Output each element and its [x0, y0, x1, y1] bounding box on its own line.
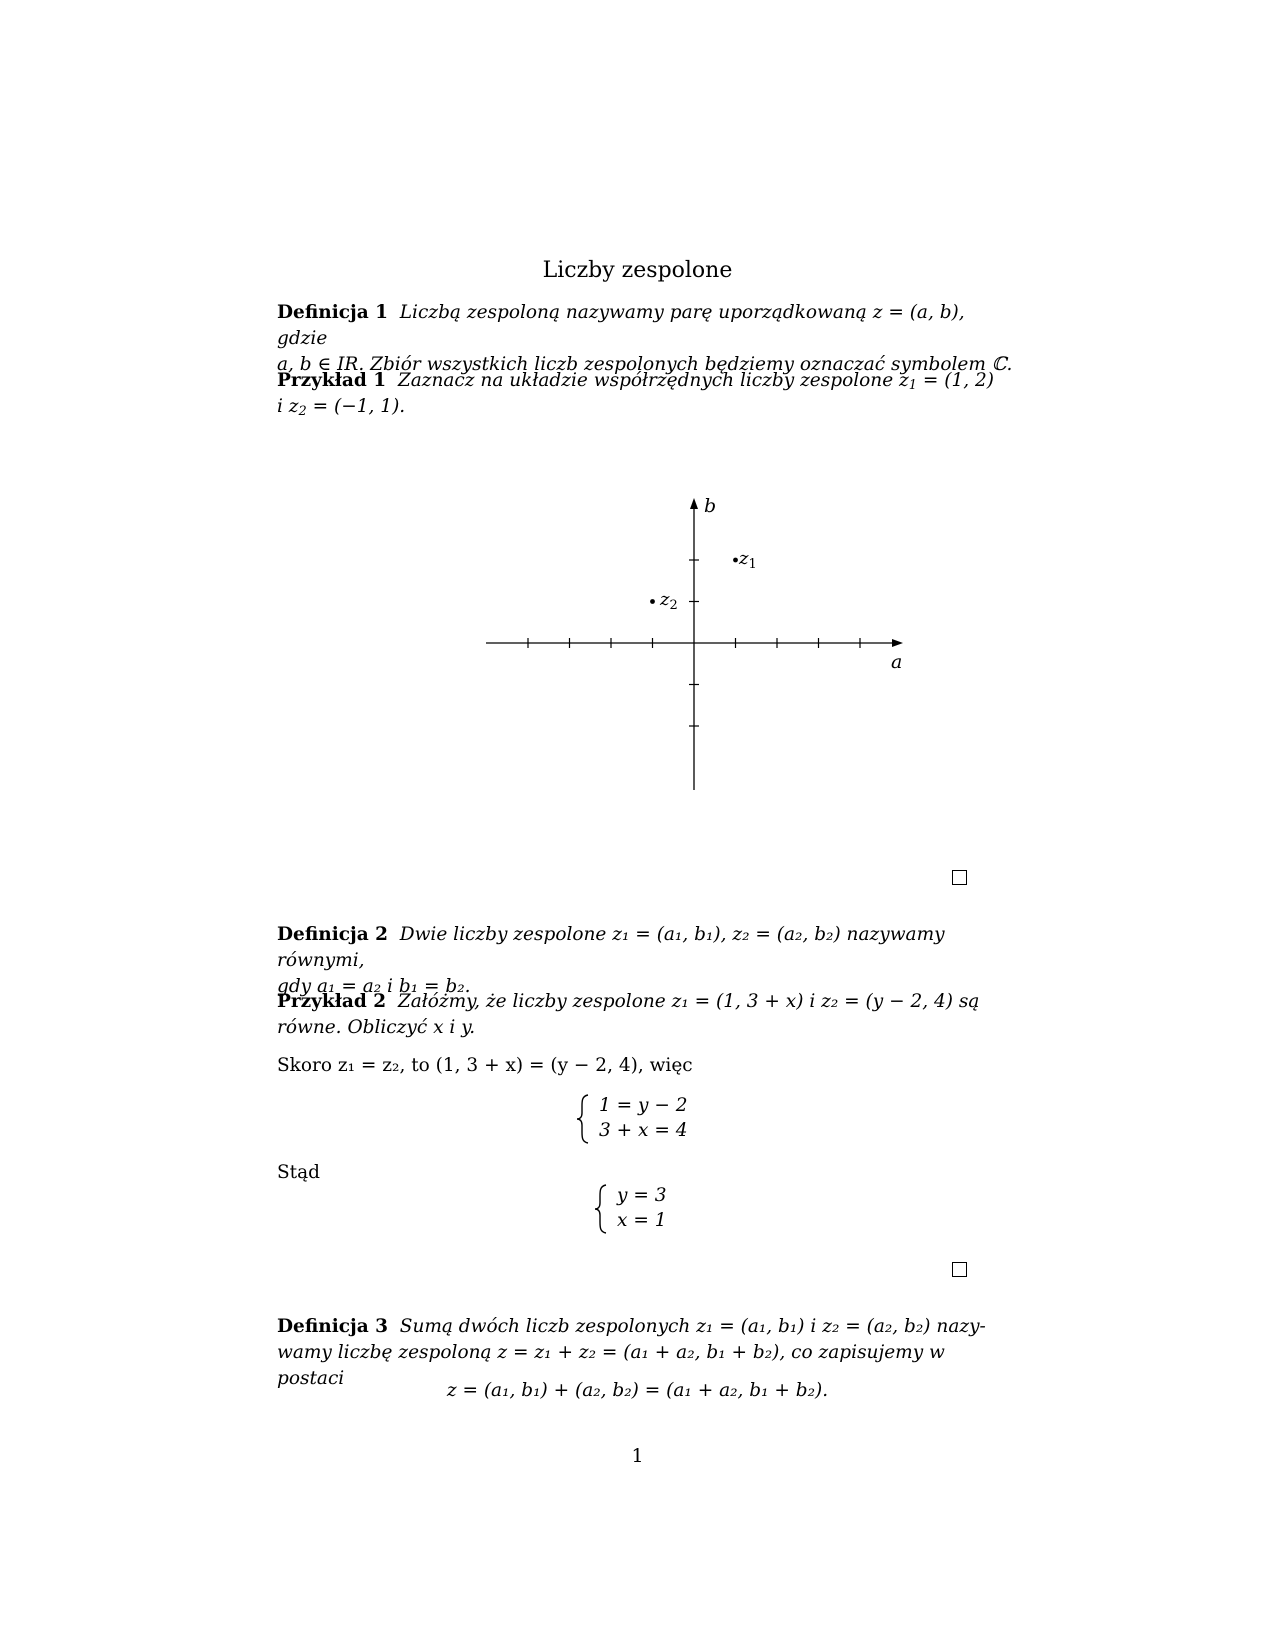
example-2-line-2: równe. Obliczyć x i y. [277, 1017, 476, 1038]
definition-3-label: Definicja 3 [277, 1316, 388, 1337]
left-brace-2 [593, 1183, 609, 1235]
solution-line: Skoro z₁ = z₂, to (1, 3 + x) = (y − 2, 4), więc [277, 1055, 693, 1076]
example-1-line-1a: Zaznacz na układzie współrzędnych liczby zespolone z [397, 370, 909, 391]
example-1-sub-2: 2 [298, 404, 307, 420]
system-2-eq-2: x = 1 [617, 1210, 667, 1231]
z1-label [738, 548, 757, 572]
z2-label-main: z [660, 589, 670, 610]
definition-1-line-2: a, b ∈ IR. Zbiór wszystkich liczb zespolonych będziemy oznaczać symbolem ℂ. [277, 354, 1013, 375]
example-1-sub-1: 1 [908, 378, 918, 394]
x-axis-label: a [891, 651, 903, 673]
sum-formula: z = (a₁, b₁) + (a₂, b₂) = (a₁ + a₂, b₁ + b₂). [446, 1380, 829, 1401]
definition-1-label: Definicja 1 [277, 302, 388, 323]
z2-label-sub: 2 [669, 598, 678, 613]
definition-2-label: Definicja 2 [277, 924, 388, 945]
qed-square-2 [952, 1262, 967, 1277]
definition-2-line-1: Dwie liczby zespolone z₁ = (a₁, b₁), z₂ = (a₂, b₂) nazywamy równymi, [277, 924, 945, 971]
point-z1 [733, 558, 738, 563]
point-z2 [650, 599, 655, 604]
system-2-eq-1: y = 3 [617, 1185, 667, 1206]
x-axis-arrow [892, 639, 903, 647]
example-2 [277, 989, 1017, 1041]
y-axis-arrow [690, 498, 698, 509]
example-1-line-2a: i z [277, 396, 299, 417]
example-1-label: Przykład 1 [277, 370, 387, 391]
y-axis-label: b [704, 495, 717, 517]
definition-1-line-1: Liczbą zespoloną nazywamy parę uporządkowaną z = (a, b), gdzie [277, 302, 965, 349]
left-brace-1 [575, 1093, 591, 1145]
page-title: Liczby zespolone [542, 258, 733, 283]
system-1-eq-2: 3 + x = 4 [599, 1120, 688, 1141]
example-1-line-2b: = (−1, 1). [306, 396, 406, 417]
example-2-line-1: Załóżmy, że liczby zespolone z₁ = (1, 3 + x) i z₂ = (y − 2, 4) są [397, 991, 980, 1012]
complex-plane-figure [0, 0, 1275, 820]
z1-label-main: z [739, 548, 749, 569]
definition-3-line-1: Sumą dwóch liczb zespolonych z₁ = (a₁, b₁) i z₂ = (a₂, b₂) nazy- [399, 1316, 986, 1337]
qed-square-1 [952, 870, 967, 885]
page-number: 1 [631, 1445, 644, 1467]
definition-3-line-2: wamy liczbę zespoloną z = z₁ + z₂ = (a₁ + a₂, b₁ + b₂), co zapisujemy w postaci [277, 1342, 945, 1389]
example-2-label: Przykład 2 [277, 991, 387, 1012]
definition-2-line-2: gdy a₁ = a₂ i b₁ = b₂. [277, 976, 471, 997]
z1-label-sub: 1 [748, 557, 757, 572]
hence-text: Stąd [277, 1162, 320, 1183]
system-1-eq-1: 1 = y − 2 [599, 1095, 688, 1116]
z2-label [659, 589, 678, 613]
example-1-line-1b: = (1, 2) [917, 370, 995, 391]
